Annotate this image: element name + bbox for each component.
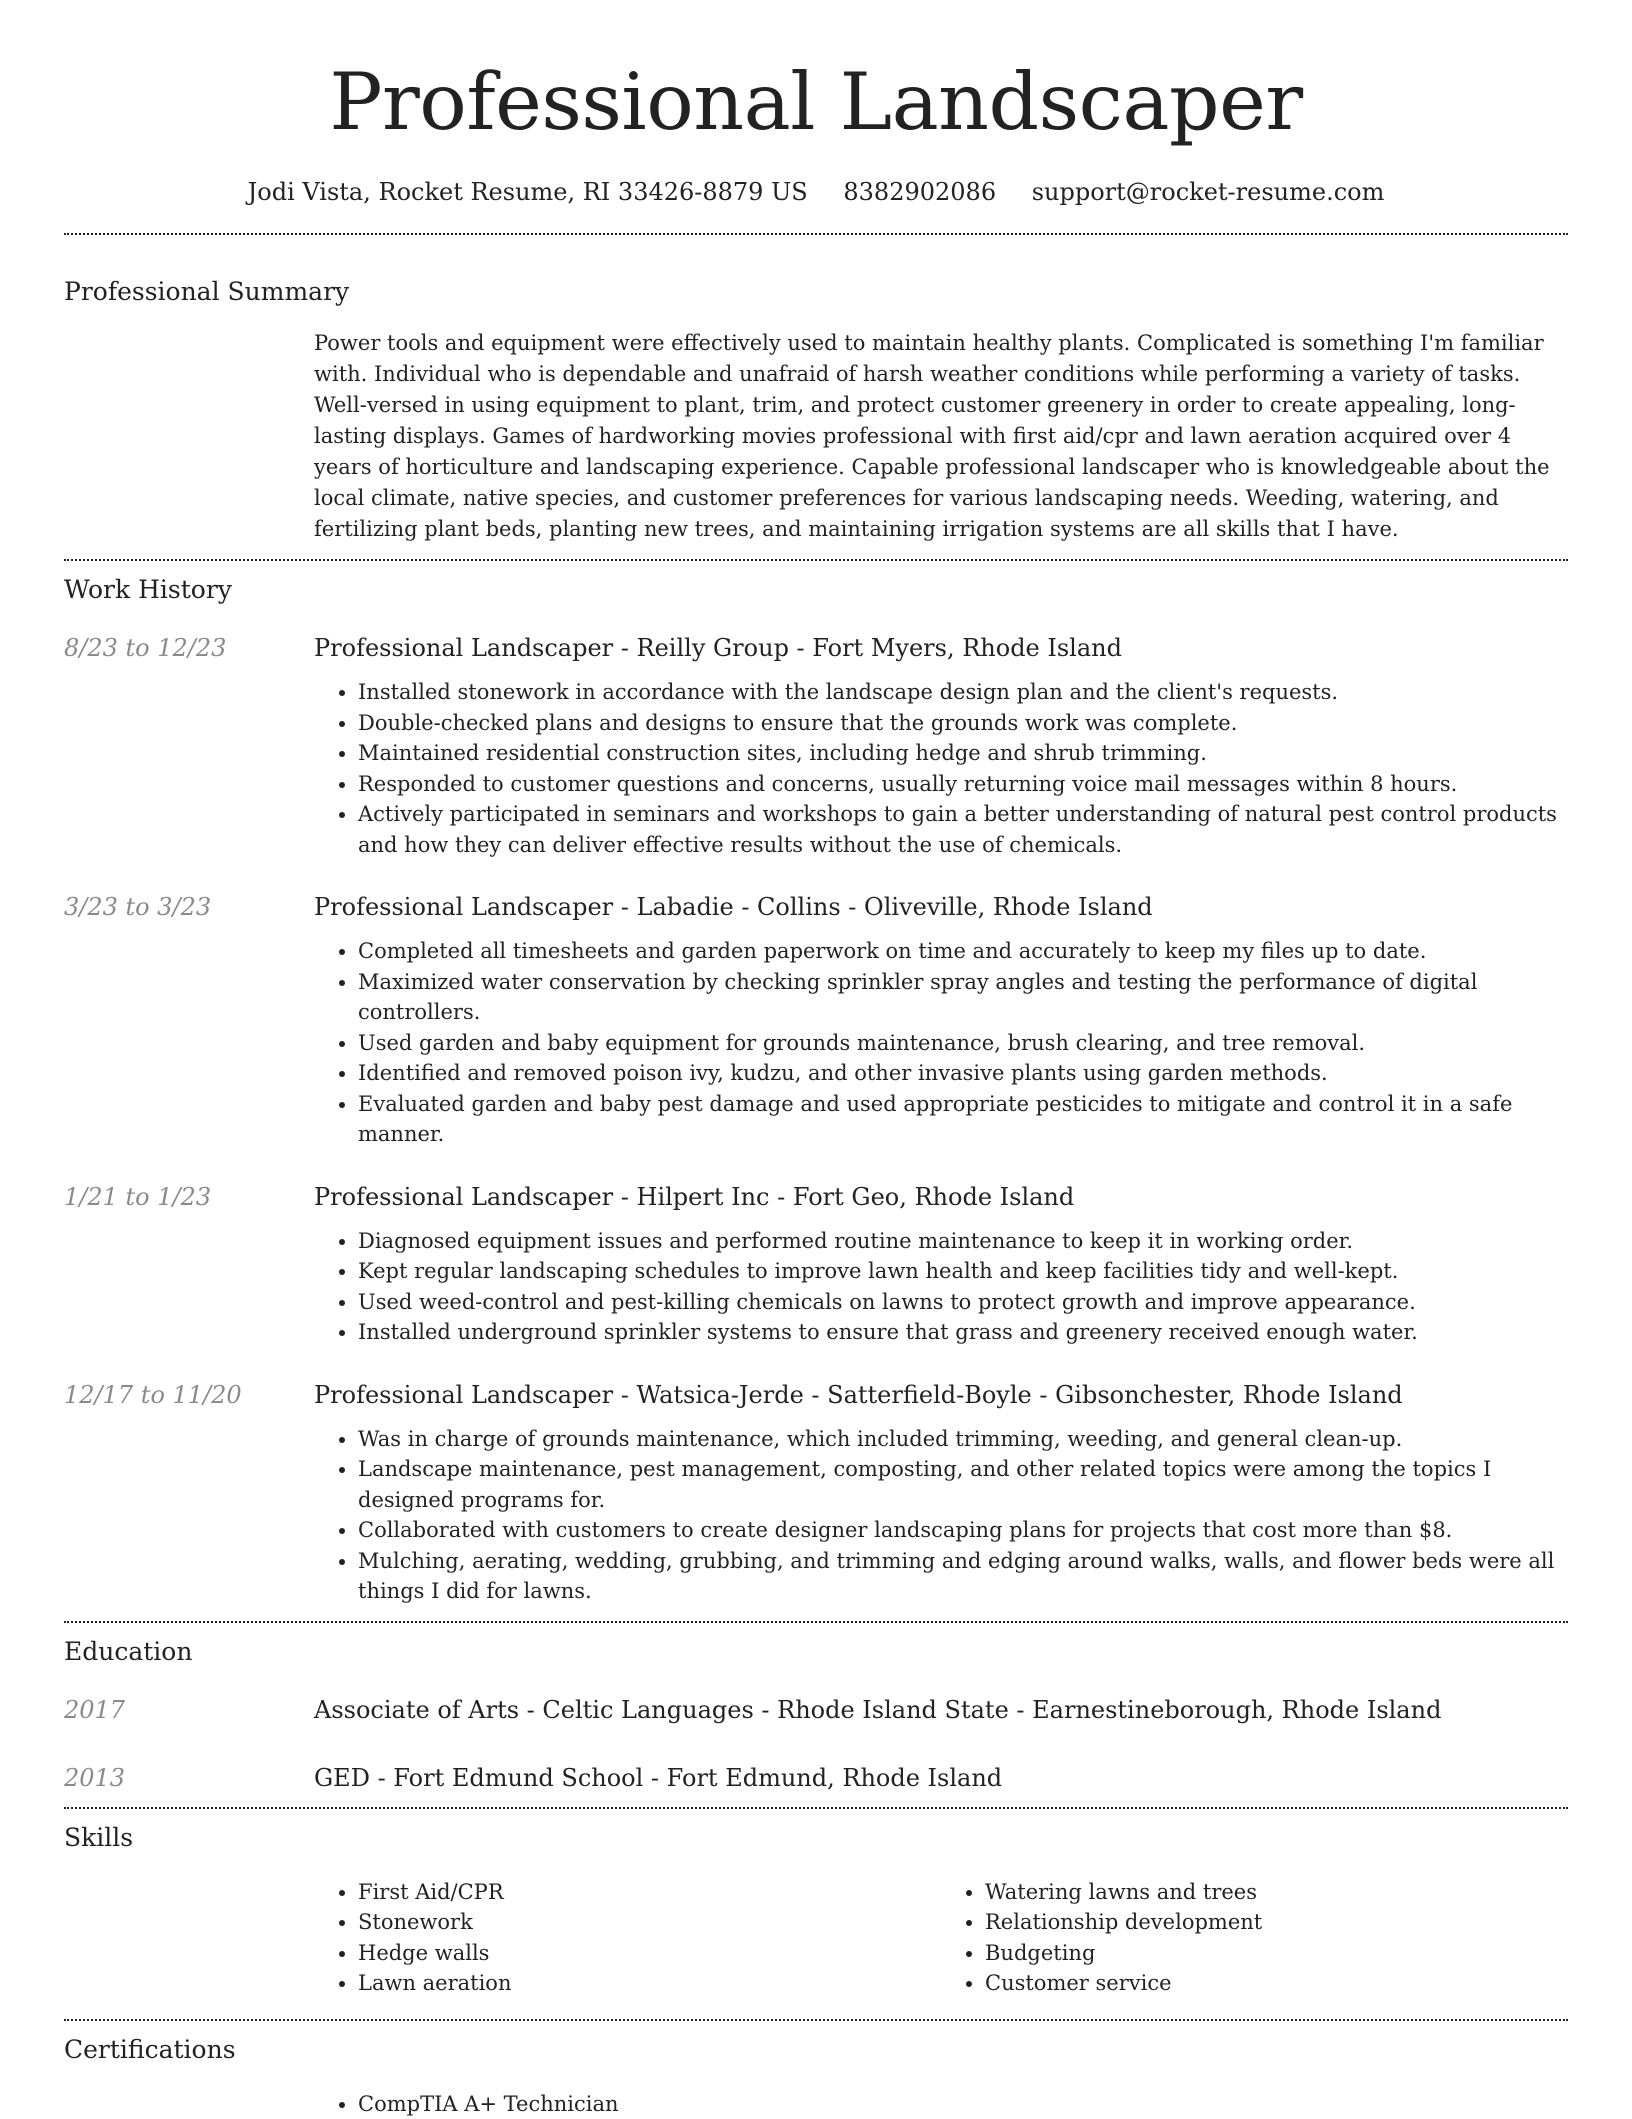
list-item: • Used weed-control and pest-killing chemicals on lawns to protect growth and improve appearance.	[358, 1287, 1568, 1318]
list-item: • Relationship development	[985, 1907, 1568, 1938]
divider	[64, 233, 1568, 235]
certifications-list	[314, 2089, 1568, 2119]
divider	[64, 1807, 1568, 1809]
divider	[64, 2019, 1568, 2021]
job-entry	[64, 1378, 1568, 1607]
contact-address: Jodi Vista, Rocket Resume, RI 33426-8879 US	[248, 178, 808, 206]
education-entry	[64, 1761, 1568, 1795]
list-item: • Mulching, aerating, wedding, grubbing, and trimming and edging around walks, walls, and flower beds were all things I did for lawns.	[358, 1546, 1568, 1607]
job-bullets	[314, 936, 1568, 1150]
skills-column	[314, 1877, 941, 1999]
list-item: • Maximized water conservation by checking sprinkler spray angles and testing the performance of digital controllers.	[358, 967, 1568, 1028]
list-item: • Was in charge of grounds maintenance, which included trimming, weeding, and general clean-up.	[358, 1424, 1568, 1455]
divider	[64, 559, 1568, 561]
list-item: • Evaluated garden and baby pest damage and used appropriate pesticides to mitigate and control it in a safe manner.	[358, 1089, 1568, 1150]
summary-text: Power tools and equipment were effectively used to maintain healthy plants. Complicated is something I'm familiar with. Individual who is dependable and unafraid of harsh weather conditions while performing a variety of tasks. Well-versed in using equipment to plant, trim, and protect customer greenery in order to create appealing, long-lasting displays. Games of hardworking movies professional with first aid/cpr and lawn aeration acquired over 4 years of horticulture and landscaping experience. Capable professional landscaper who is knowledgeable about the local climate, native species, and customer preferences for various landscaping needs. Weeding, watering, and fertilizing plant beds, planting new trees, and maintaining irrigation systems are all skills that I have.	[314, 328, 1568, 545]
job-heading: Professional Landscaper - Reilly Group - Fort Myers, Rhode Island	[314, 631, 1568, 665]
contact-email: support@rocket-resume.com	[1032, 178, 1385, 206]
list-item: • Maintained residential construction sites, including hedge and shrub trimming.	[358, 738, 1568, 769]
job-bullets	[314, 1226, 1568, 1348]
list-item: • Landscape maintenance, pest management, composting, and other related topics were among the topics I designed programs for.	[358, 1454, 1568, 1515]
job-dates: 12/17 to 11/20	[64, 1378, 314, 1607]
certifications-section-title: Certifications	[64, 2033, 1568, 2067]
summary-section-title: Professional Summary	[64, 275, 1568, 309]
list-item: • Diagnosed equipment issues and performed routine maintenance to keep it in working order.	[358, 1226, 1568, 1257]
contact-line	[64, 176, 1568, 208]
job-heading: Professional Landscaper - Hilpert Inc - Fort Geo, Rhode Island	[314, 1180, 1568, 1214]
education-heading: GED - Fort Edmund School - Fort Edmund, Rhode Island	[314, 1761, 1568, 1795]
job-entry	[64, 631, 1568, 860]
list-item: • Kept regular landscaping schedules to improve lawn health and keep facilities tidy and well-kept.	[358, 1256, 1568, 1287]
education-section-title: Education	[64, 1635, 1568, 1669]
list-item: • First Aid/CPR	[358, 1877, 941, 1908]
job-dates: 1/21 to 1/23	[64, 1180, 314, 1348]
list-item: • Double-checked plans and designs to ensure that the grounds work was complete.	[358, 708, 1568, 739]
list-item: • CompTIA A+ Technician	[358, 2089, 1568, 2119]
list-item: • Watering lawns and trees	[985, 1877, 1568, 1908]
job-bullets	[314, 677, 1568, 860]
list-item: • Used garden and baby equipment for grounds maintenance, brush clearing, and tree removal.	[358, 1028, 1568, 1059]
list-item: • Collaborated with customers to create designer landscaping plans for projects that cost more than $8.	[358, 1515, 1568, 1546]
job-heading: Professional Landscaper - Labadie - Collins - Oliveville, Rhode Island	[314, 890, 1568, 924]
job-dates: 8/23 to 12/23	[64, 631, 314, 860]
list-item: • Installed stonework in accordance with the landscape design plan and the client's requests.	[358, 677, 1568, 708]
list-item: • Completed all timesheets and garden paperwork on time and accurately to keep my files up to date.	[358, 936, 1568, 967]
education-entry	[64, 1693, 1568, 1727]
skills-section-title: Skills	[64, 1821, 1568, 1855]
job-entry	[64, 890, 1568, 1150]
contact-phone: 8382902086	[843, 178, 996, 206]
work-section-title: Work History	[64, 573, 1568, 607]
job-dates: 3/23 to 3/23	[64, 890, 314, 1150]
certifications-items	[314, 2089, 1568, 2119]
education-year: 2013	[64, 1761, 314, 1795]
skills-column	[941, 1877, 1568, 1999]
list-item: • Hedge walls	[358, 1938, 941, 1969]
list-item: • Actively participated in seminars and workshops to gain a better understanding of natural pest control products and how they can deliver effective results without the use of chemicals.	[358, 799, 1568, 860]
divider	[64, 1621, 1568, 1623]
list-item: • Identified and removed poison ivy, kudzu, and other invasive plants using garden methods.	[358, 1058, 1568, 1089]
list-item: • Customer service	[985, 1968, 1568, 1999]
list-item: • Stonework	[358, 1907, 941, 1938]
job-entry	[64, 1180, 1568, 1348]
skills-list	[314, 1877, 1568, 1999]
job-heading: Professional Landscaper - Watsica-Jerde - Satterfield-Boyle - Gibsonchester, Rhode Island	[314, 1378, 1568, 1412]
list-item: • Lawn aeration	[358, 1968, 941, 1999]
education-year: 2017	[64, 1693, 314, 1727]
education-heading: Associate of Arts - Celtic Languages - Rhode Island State - Earnestineborough, Rhode Island	[314, 1693, 1568, 1727]
list-item: • Responded to customer questions and concerns, usually returning voice mail messages within 8 hours.	[358, 769, 1568, 800]
job-bullets	[314, 1424, 1568, 1607]
list-item: • Budgeting	[985, 1938, 1568, 1969]
resume-title: Professional Landscaper	[64, 0, 1568, 152]
list-item: • Installed underground sprinkler systems to ensure that grass and greenery received enough water.	[358, 1317, 1568, 1348]
